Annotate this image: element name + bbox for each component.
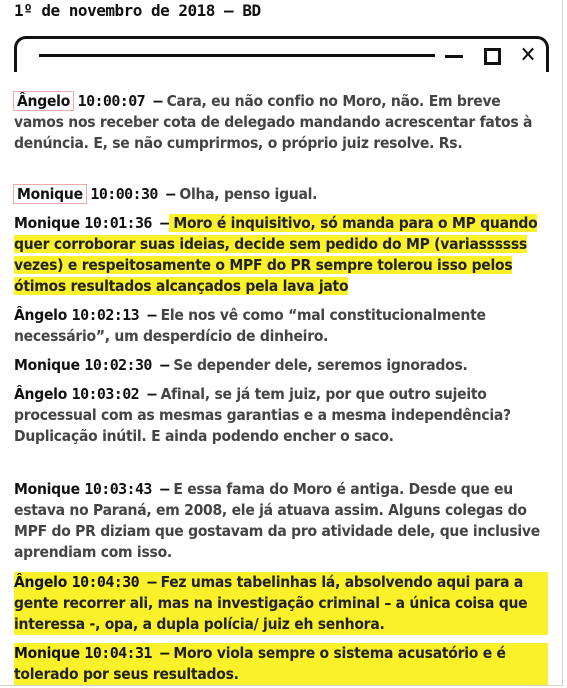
message-text: Se depender dele, seremos ignorados. bbox=[168, 356, 468, 374]
message-text: Cara, eu não confio no Moro, não. Em breve vamos nos receber cota de delegado mandando acrescentar fatos à denúncia. E, se não cumprirmos, o próprio juiz resolve. Rs. bbox=[14, 92, 533, 152]
chat-message bbox=[14, 384, 548, 447]
chat-message bbox=[14, 479, 548, 563]
chat-message bbox=[14, 355, 548, 376]
message-separator: – bbox=[151, 644, 169, 662]
message-speaker: Ângelo bbox=[14, 385, 68, 403]
chat-message bbox=[14, 91, 548, 154]
message-speaker: Monique bbox=[14, 185, 86, 203]
message-time: 10:02:30 bbox=[84, 356, 152, 374]
chat-message bbox=[14, 305, 548, 347]
title-bar-line bbox=[39, 54, 435, 57]
message-time: 10:00:07 bbox=[77, 92, 146, 110]
message-separator: – bbox=[151, 356, 169, 374]
chat-message-highlighted bbox=[14, 572, 548, 635]
close-icon[interactable]: ✕ bbox=[519, 43, 537, 68]
chat-message bbox=[14, 213, 548, 297]
message-time: 10:04:31 bbox=[84, 644, 152, 662]
window-title-bar bbox=[14, 36, 549, 72]
message-separator: – bbox=[139, 573, 156, 591]
message-speaker: Ângelo bbox=[14, 573, 68, 591]
message-speaker: Monique bbox=[14, 214, 80, 232]
message-text-highlighted: Moro é inquisitivo, só manda para o MP quando quer corroborar suas ideias, decide sem pedido do MP (variassssss vezes) e respeitosamente o MPF do PR sempre tolerou isso pelos ótimos resultados alcançados pela lava jato bbox=[14, 214, 538, 295]
message-time: 10:01:36 bbox=[84, 214, 152, 232]
message-separator: – bbox=[151, 480, 169, 498]
message-text: Olha, penso igual. bbox=[174, 185, 318, 203]
page-date: 1º de novembro de 2018 – BD bbox=[14, 1, 261, 20]
message-separator: – bbox=[145, 92, 162, 110]
message-time: 10:03:02 bbox=[71, 385, 140, 403]
message-text: Fez umas tabelinhas lá, absolvendo aqui para a gente recorrer ali, mas na investigação criminal – a única coisa que interessa -, opa, a dupla polícia/ juiz eh senhora. bbox=[14, 573, 528, 633]
message-text: Moro viola sempre o sistema acusatório e é tolerado por seus resultados. bbox=[14, 644, 506, 683]
message-time: 10:03:43 bbox=[84, 480, 152, 498]
message-separator: – bbox=[157, 185, 175, 203]
message-text: Afinal, se já tem juiz, por que outro sujeito processual com as mesmas garantias e a mesma independência? Duplicação inútil. E ainda podendo encher o saco. bbox=[14, 385, 511, 445]
message-speaker: Ângelo bbox=[14, 92, 73, 110]
message-separator: – bbox=[151, 214, 169, 232]
maximize-icon[interactable] bbox=[481, 45, 503, 67]
message-time: 10:02:13 bbox=[71, 306, 140, 324]
message-text: Ele nos vê como “mal constitucionalmente necessário”, um desperdício de dinheiro. bbox=[14, 306, 486, 345]
message-text: E essa fama do Moro é antiga. Desde que eu estava no Paraná, em 2008, ele já atuava assim. Alguns colegas do MPF do PR diziam que gostavam da pro atividade dele, que inclusive aprendiam com isso. bbox=[14, 480, 540, 561]
message-speaker: Monique bbox=[14, 644, 80, 662]
chat-message-highlighted bbox=[14, 643, 548, 685]
message-time: 10:04:30 bbox=[71, 573, 140, 591]
message-speaker: Monique bbox=[14, 356, 80, 374]
message-speaker: Monique bbox=[14, 480, 80, 498]
message-speaker: Ângelo bbox=[14, 306, 68, 324]
minimize-icon[interactable] bbox=[443, 45, 465, 67]
message-time: 10:00:30 bbox=[90, 185, 158, 203]
message-separator: – bbox=[139, 306, 156, 324]
message-separator: – bbox=[139, 385, 156, 403]
chat-message bbox=[14, 184, 548, 205]
